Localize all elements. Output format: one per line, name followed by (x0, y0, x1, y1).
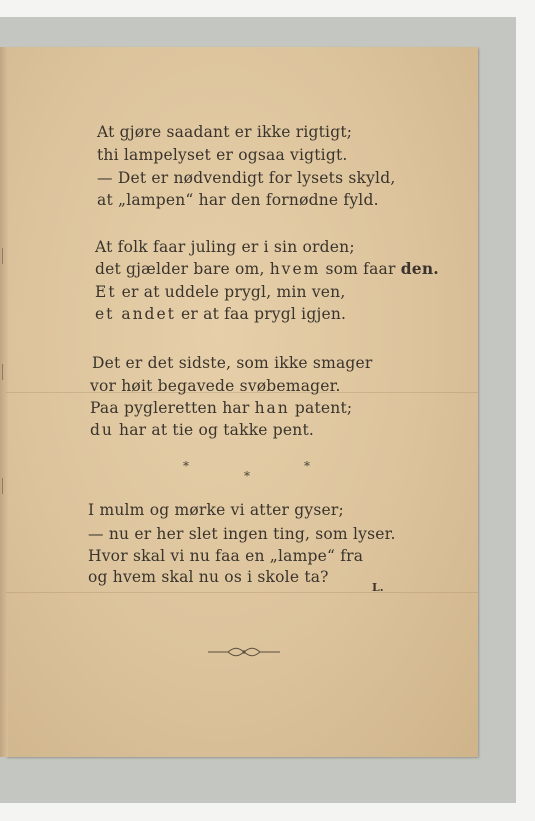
spaced-emphasis: han (254, 399, 290, 417)
poem-line (95, 282, 345, 302)
poem-line: At folk faar juling er i sin orden; (95, 238, 355, 256)
poem-line (90, 420, 314, 440)
poem-line: at „lampen“ har den fornødne fyld. (97, 191, 379, 209)
bold-emphasis: den. (400, 259, 439, 278)
poem-line: Hvor skal vi nu faa en „lampe“ fra (88, 547, 364, 565)
poem-line: At gjøre saadant er ikke rigtigt; (97, 123, 353, 141)
poem-line: I mulm og mørke vi atter gyser; (88, 501, 344, 519)
spaced-emphasis: hvem (269, 260, 321, 278)
spaced-emphasis: Et (95, 283, 117, 301)
poem-line: thi lampelyset er ogsaa vigtigt. (97, 146, 348, 164)
binding-stitch (2, 478, 7, 494)
author-signature: L. (372, 581, 384, 594)
poem-text: er at uddele prygl, min ven, (116, 283, 346, 301)
ornament-divider (206, 644, 282, 660)
page-fold-line (6, 592, 478, 593)
page-spine (0, 47, 8, 757)
binding-stitch (2, 364, 7, 380)
poem-text: som faar (320, 260, 401, 278)
poem-line: vor høit begavede svøbemager. (90, 377, 341, 395)
poem-line (95, 259, 439, 279)
binding-stitch (2, 248, 7, 264)
poem-text: er at faa prygl igjen. (175, 305, 347, 323)
poem-text: Paa pygleretten har (90, 399, 255, 417)
asterisk: * (183, 459, 189, 473)
poem-line: Det er det sidste, som ikke smager (92, 354, 373, 372)
asterisk: * (304, 459, 310, 473)
poem-line: — nu er her slet ingen ting, som lyser. (88, 525, 396, 543)
spaced-emphasis: du (90, 421, 114, 439)
poem-text: det gjælder bare om, (95, 260, 270, 278)
poem-line: og hvem skal nu os i skole ta? (88, 568, 329, 586)
poem-text: har at tie og takke pent. (113, 421, 315, 439)
poem-line: — Det er nødvendigt for lysets skyld, (97, 169, 396, 187)
poem-line (90, 398, 352, 418)
poem-line (95, 304, 346, 324)
poem-text: patent; (289, 399, 353, 417)
asterisk: * (244, 469, 250, 483)
spaced-emphasis: et andet (95, 305, 176, 323)
